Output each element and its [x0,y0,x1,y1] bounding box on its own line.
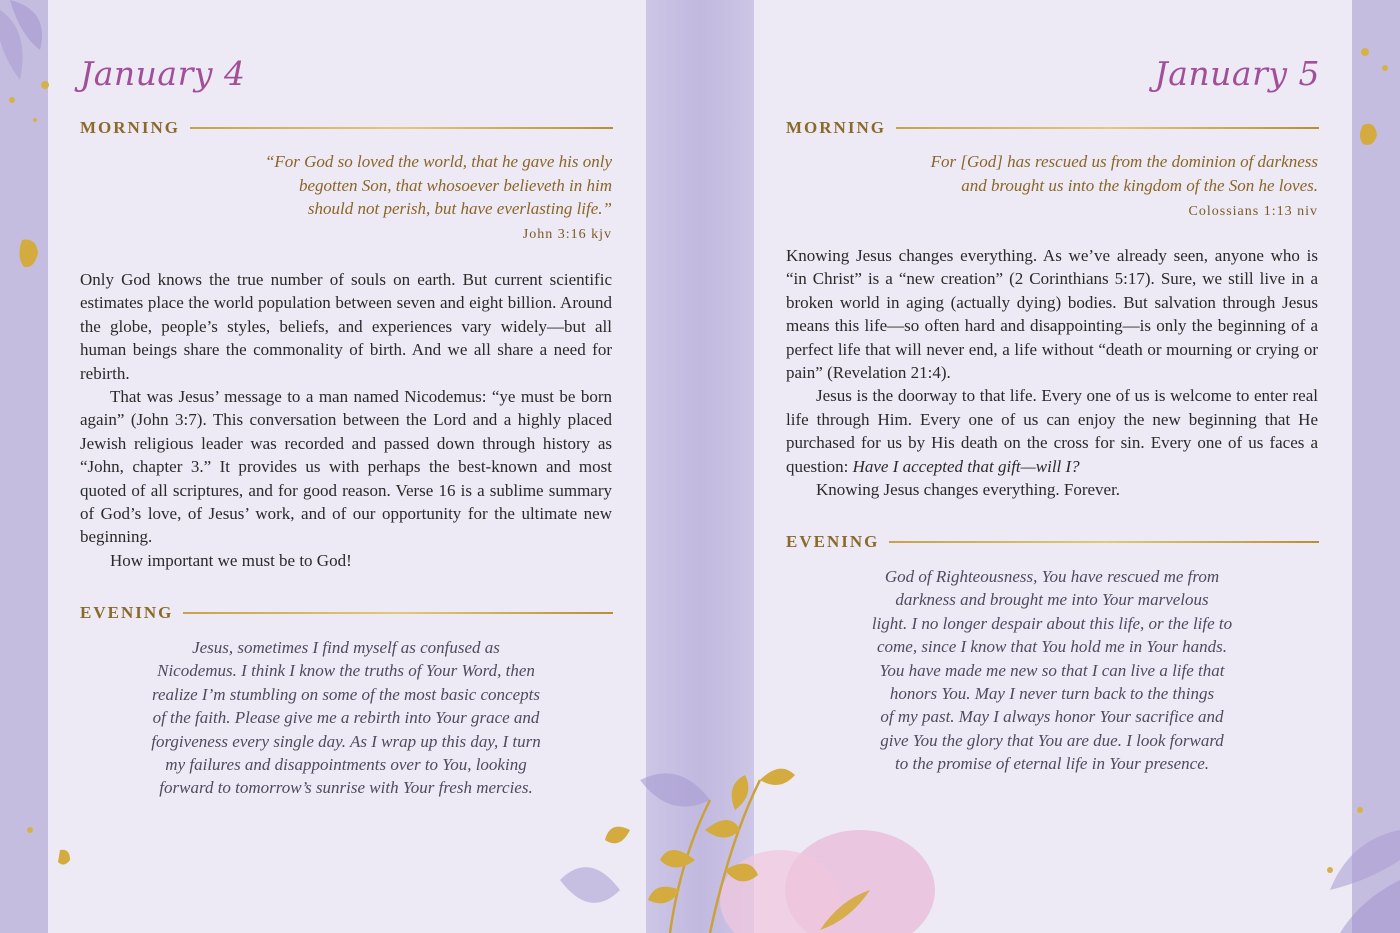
prayer-line: of the faith. Please give me a rebirth into Your grace and [152,708,540,728]
prayer-line: of my past. May I always honor Your sacrifice and [880,707,1224,727]
gold-rule [896,127,1319,129]
prayer-line: to the promise of eternal life in Your presence. [895,754,1209,774]
evening-heading [786,532,1319,552]
gold-rule [183,612,613,614]
section-label: MORNING [786,118,886,137]
devotional-body [786,244,1318,501]
prayer-line: give You the glory that You are due. I look forward [880,730,1224,750]
page-date: January 5 [1154,54,1320,93]
prayer-line: honors You. May I never turn back to the things [889,684,1215,704]
paragraph: How important we must be to God! [110,550,352,570]
section-label: EVENING [786,532,880,551]
paragraph: Knowing Jesus changes everything. Forever. [816,480,1121,500]
prayer-line: come, since I know that You hold me in Your hands. [876,637,1228,657]
paragraph: Knowing Jesus changes everything. As we’ve already seen, anyone who is “in Christ” is a “new creation” (2 Corinthians 5:17). Sure, we still live in a broken world in aging (actually dying) bodies. But salvation through Jesus means this life—so often hard and disappointing—is only the beginning of a perfect life that will never end, a life without “death or mourning or crying or pain” (Revelation 21:4). [786,246,1318,383]
morning-heading [80,118,613,138]
prayer-line: darkness and brought me into Your marvelous [895,590,1209,610]
prayer-line: light. I no longer despair about this life, or the life to [871,613,1233,633]
paragraph-emphasis: Have I accepted that gift—will I? [852,456,1080,476]
prayer-line: Jesus, sometimes I find myself as confused as [192,638,500,657]
prayer-line: You have made me new so that I can live a life that [879,660,1225,680]
scripture-reference: John 3:16 kjv [522,227,612,242]
verse-line: For [God] has rescued us from the dominion of darkness [930,152,1318,171]
gold-fleck-icon [1355,40,1400,170]
prayer-line: forward to tomorrow’s sunrise with Your fresh mercies. [159,778,533,798]
verse-line: should not perish, but have everlasting life.” [307,199,612,218]
scripture-verse [80,150,612,221]
devotional-body [80,268,612,572]
section-label: EVENING [80,603,174,622]
verse-line: and brought us into the kingdom of the Son he loves. [961,175,1318,195]
verse-line: begotten Son, that whosoever believeth in him [298,175,612,195]
gold-fleck-icon [14,235,44,275]
left-page [48,0,646,933]
paragraph: That was Jesus’ message to a man named Nicodemus: “ye must be born again” (John 3:7). This conversation between the Lord and a highly placed Jewish religious leader was recorded and passed down through history as “John, chapter 3.” It provides us with perhaps the best-known and most quoted of all scriptures, and for good reason. Verse 16 is a sublime summary of God’s love, of Jesus’ work, and of our opportunity for the ultimate new beginning. [80,387,612,547]
gold-rule [190,127,613,129]
evening-heading [80,603,613,623]
right-page [754,0,1352,933]
prayer-line: forgiveness every single day. As I wrap up this day, I turn [151,731,541,751]
paragraph-text: Jesus is the doorway to that life. Every one of us is welcome to enter real life through Him. Every one of us can enjoy the new beginning that He purchased for us by His death on the cross for sin. Every one of us faces a question: [786,386,1318,476]
prayer-line: God of Righteousness, You have rescued me from [884,567,1220,586]
gold-rule [889,541,1319,543]
scripture-reference: Colossians 1:13 niv [1188,204,1318,219]
evening-prayer [80,636,612,800]
morning-heading [786,118,1319,138]
evening-prayer [786,565,1318,776]
page-date: January 4 [80,54,246,93]
paragraph: Only God knows the true number of souls on earth. But current scientific estimates place the world population between seven and eight billion. Around the globe, people’s styles, beliefs, and experiences vary widely—but all human beings share the commonality of birth. And we all share a need for rebirth. [80,270,612,383]
prayer-line: my failures and disappointments over to You, looking [165,755,527,775]
verse-line: “For God so loved the world, that he gave his only [264,152,612,171]
scripture-verse [786,150,1318,197]
prayer-line: Nicodemus. I think I know the truths of Your Word, then [157,661,535,681]
paragraph [786,384,1318,478]
prayer-line: realize I’m stumbling on some of the most basic concepts [152,684,540,704]
section-label: MORNING [80,118,180,137]
